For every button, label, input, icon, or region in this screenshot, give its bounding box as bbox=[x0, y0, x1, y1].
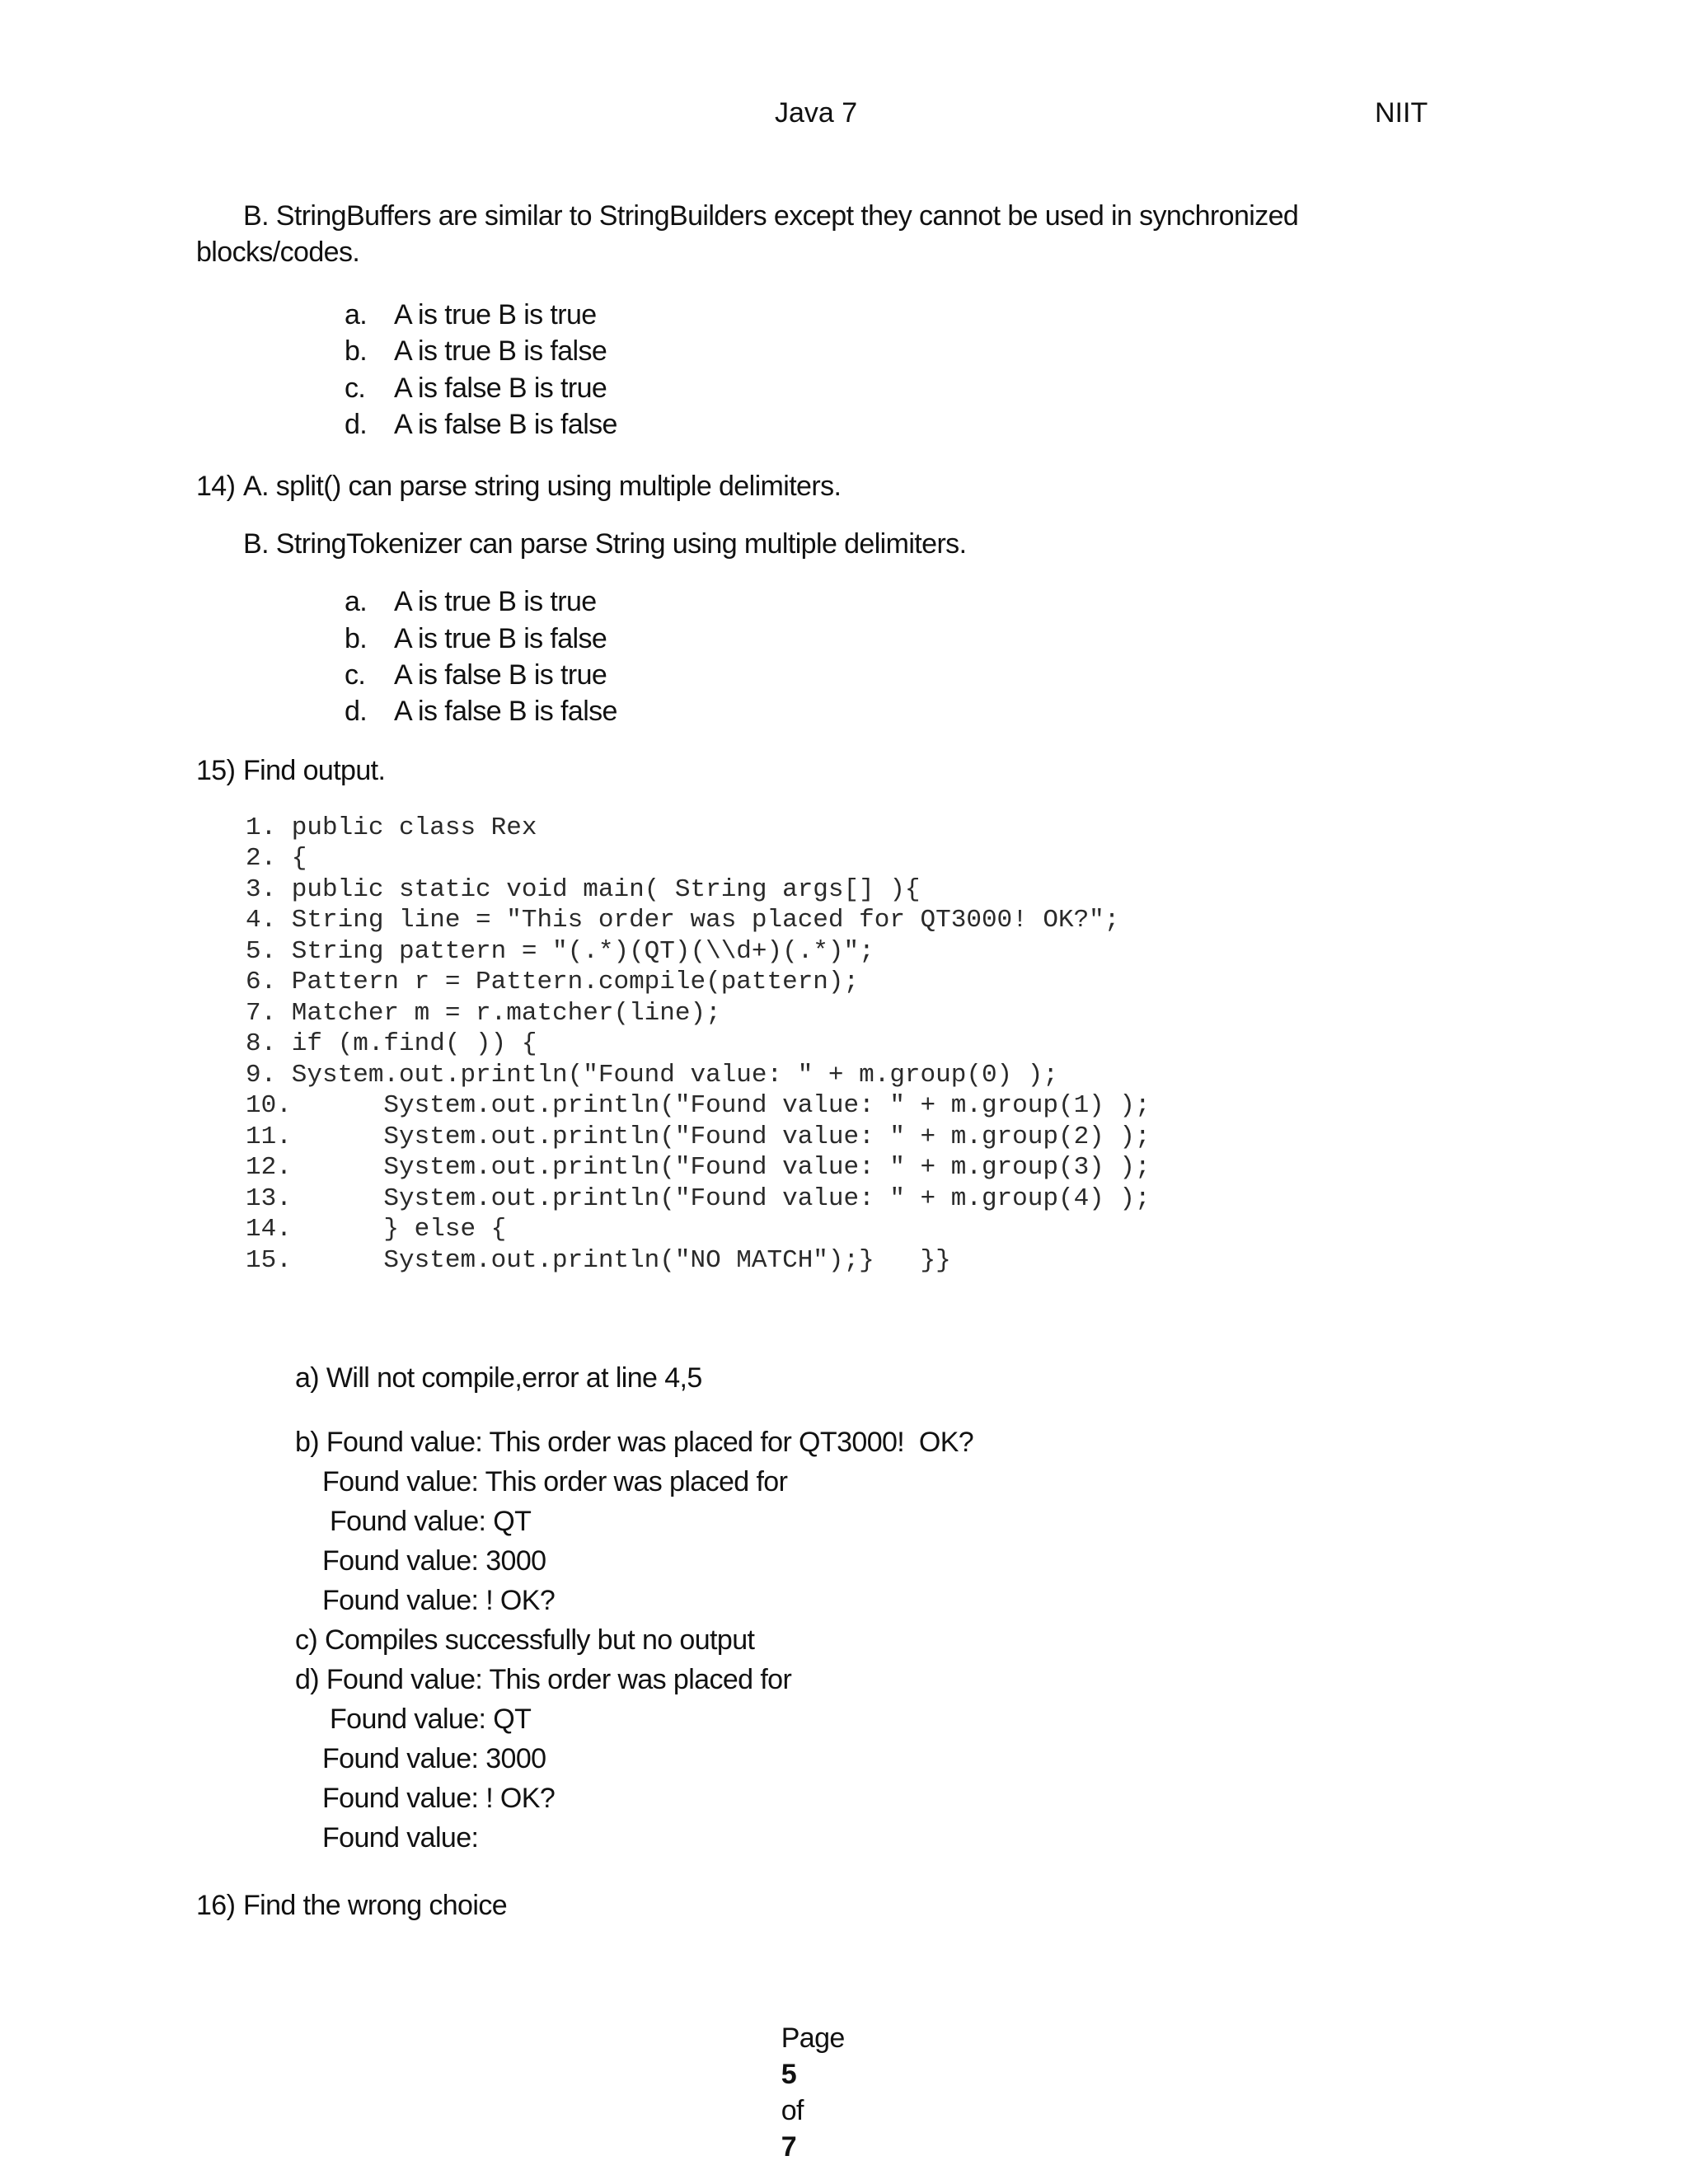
option-text: A is false B is false bbox=[394, 696, 617, 727]
option-letter: a. bbox=[345, 299, 368, 330]
option-text: A is true B is true bbox=[394, 586, 597, 617]
page-total: 7 bbox=[781, 2131, 797, 2163]
option-text: A is false B is true bbox=[394, 659, 607, 691]
answer-a: a) Will not compile,error at line 4,5 bbox=[295, 1362, 702, 1394]
page-current: 5 bbox=[781, 2059, 797, 2090]
q16-number: 16) bbox=[196, 1890, 236, 1921]
page-word: Page bbox=[781, 2022, 845, 2054]
answer-c: c) Compiles successfully but no output bbox=[295, 1624, 755, 1656]
answer-line: Found value: 3000 bbox=[322, 1743, 546, 1774]
code-line: 10. System.out.println("Found value: " + m.group(1) ); bbox=[246, 1091, 1151, 1120]
answer-line: Found value: QT bbox=[330, 1506, 532, 1537]
code-line: 15. System.out.println("NO MATCH");} }} bbox=[246, 1246, 951, 1275]
code-line: 5. String pattern = "(.*)(QT)(\\d+)(.*)"; bbox=[246, 937, 874, 966]
q14-statement-a: A. split() can parse string using multiple delimiters. bbox=[243, 471, 842, 502]
list-item bbox=[345, 333, 921, 369]
list-item bbox=[345, 657, 921, 693]
list-item bbox=[345, 406, 921, 443]
page-footer bbox=[767, 1984, 845, 2165]
list-item bbox=[345, 621, 921, 657]
code-line: 12. System.out.println("Found value: " + m.group(3) ); bbox=[246, 1153, 1151, 1182]
q15-prompt: Find output. bbox=[243, 755, 386, 786]
code-line: 3. public static void main( String args[] ){ bbox=[246, 875, 921, 904]
option-letter: b. bbox=[345, 623, 368, 654]
code-line: 14. } else { bbox=[246, 1215, 507, 1244]
code-line: 1. public class Rex bbox=[246, 813, 537, 842]
answer-line: Found value: QT bbox=[330, 1704, 532, 1735]
answer-line: d) Found value: This order was placed for bbox=[295, 1664, 792, 1695]
header-title: Java 7 bbox=[775, 97, 858, 129]
code-line: 8. if (m.find( )) { bbox=[246, 1029, 537, 1058]
list-item bbox=[345, 297, 921, 333]
answer-line: Found value: ! OK? bbox=[322, 1783, 556, 1814]
of-word: of bbox=[781, 2095, 804, 2126]
code-line: 7. Matcher m = r.matcher(line); bbox=[246, 999, 721, 1028]
option-letter: d. bbox=[345, 409, 368, 440]
q13-statement-b-line2: blocks/codes. bbox=[196, 237, 360, 268]
option-letter: c. bbox=[345, 659, 366, 691]
answer-line: b) Found value: This order was placed for QT3000! OK? bbox=[295, 1427, 974, 1458]
code-line: 4. String line = "This order was placed for QT3000! OK?"; bbox=[246, 906, 1120, 935]
option-letter: d. bbox=[345, 696, 368, 727]
option-text: A is false B is true bbox=[394, 373, 607, 404]
q16-prompt: Find the wrong choice bbox=[243, 1890, 508, 1921]
answer-line: Found value: ! OK? bbox=[322, 1585, 556, 1616]
option-letter: a. bbox=[345, 586, 368, 617]
answer-line: Found value: bbox=[322, 1822, 479, 1854]
q14-number: 14) bbox=[196, 471, 236, 502]
answer-line: Found value: This order was placed for bbox=[322, 1466, 788, 1497]
option-text: A is true B is false bbox=[394, 623, 607, 654]
list-item bbox=[345, 693, 921, 729]
option-letter: c. bbox=[345, 373, 366, 404]
code-line: 11. System.out.println("Found value: " + m.group(2) ); bbox=[246, 1122, 1151, 1151]
q14-statement-b: B. StringTokenizer can parse String using multiple delimiters. bbox=[243, 528, 967, 560]
option-letter: b. bbox=[345, 335, 368, 367]
option-text: A is true B is true bbox=[394, 299, 597, 330]
list-item bbox=[345, 583, 921, 620]
option-text: A is false B is false bbox=[394, 409, 617, 440]
code-line: 9. System.out.println("Found value: " + m.group(0) ); bbox=[246, 1061, 1058, 1090]
answer-line: Found value: 3000 bbox=[322, 1545, 546, 1577]
list-item bbox=[345, 370, 921, 406]
header-org: NIIT bbox=[1375, 97, 1428, 129]
code-line: 2. { bbox=[246, 844, 307, 873]
code-line: 13. System.out.println("Found value: " + m.group(4) ); bbox=[246, 1184, 1151, 1213]
code-line: 6. Pattern r = Pattern.compile(pattern); bbox=[246, 968, 860, 996]
option-text: A is true B is false bbox=[394, 335, 607, 367]
q15-number: 15) bbox=[196, 755, 236, 786]
q13-statement-b-line1: B. StringBuffers are similar to StringBuilders except they cannot be used in synchronized bbox=[243, 200, 1299, 232]
